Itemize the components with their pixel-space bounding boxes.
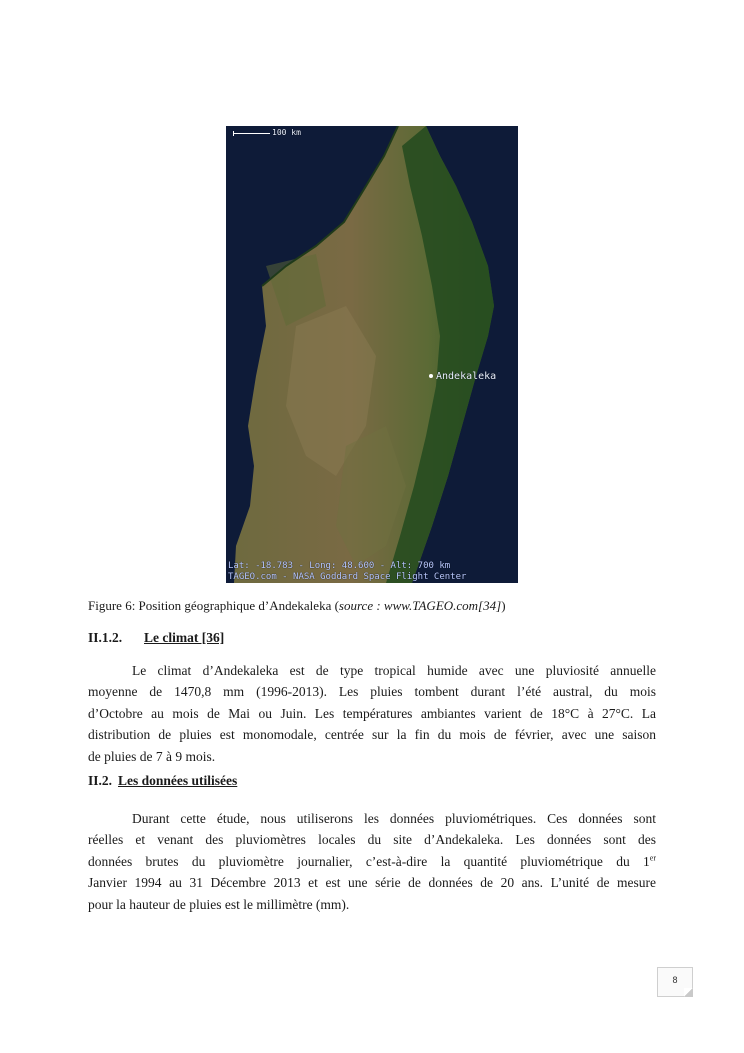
paragraph-line: Le climat d’Andekaleka est de type tropical humide avec une pluviosité annuelle [132, 663, 656, 678]
section-title: Les données utilisées [118, 773, 238, 788]
paragraph-climat [88, 660, 656, 767]
place-label: Andekaleka [436, 371, 497, 382]
section-title: Le climat [36] [144, 630, 225, 645]
section-heading-climat [88, 630, 224, 646]
caption-suffix: ) [501, 598, 506, 613]
coordinates-readout: Lat: -18.783 - Long: 48.600 - Alt: 700 km [228, 561, 451, 571]
scale-bar [233, 133, 270, 134]
paragraph-line: moyenne de 1470,8 mm (1996-2013). Les pluies tombent durant l’été austral, du mois [88, 684, 656, 700]
caption-source: source : www.TAGEO.com[34] [338, 598, 502, 613]
page-number-box [657, 967, 693, 997]
section-number: II.2. [88, 773, 113, 788]
paragraph-line: d’Octobre au mois de Mai ou Juin. Les températures ambiantes varient de 18°C à 27°C. La [88, 705, 656, 721]
paragraph-donnees [88, 808, 656, 915]
madagascar-satellite-image [226, 126, 518, 583]
paragraph-line-with-sup [88, 851, 656, 872]
section-heading-donnees [88, 773, 237, 789]
section-number: II.1.2. [88, 630, 123, 645]
paragraph-line: de pluies de 7 à 9 mois. [88, 748, 216, 764]
superscript: er [649, 853, 656, 863]
paragraph-line: Janvier 1994 au 31 Décembre 2013 et est une série de données de 20 ans. L’unité de mesure [88, 875, 656, 891]
page-number: 8 [672, 975, 678, 985]
paragraph-line: distribution de pluies est monomodale, centrée sur la fin du mois de février, avec une saison [88, 727, 656, 743]
paragraph-line: Durant cette étude, nous utiliserons les données pluviométriques. Ces données sont [132, 811, 656, 826]
location-marker-icon [429, 374, 433, 378]
image-credit: TAGEO.com - NASA Goddard Space Flight Center [228, 572, 467, 582]
line-text: données brutes du pluviomètre journalier, c’est-à-dire la quantité pluviométrique du 1 [88, 853, 650, 869]
scale-label: 100 km [272, 128, 301, 137]
paragraph-line: pour la hauteur de pluies est le millimètre (mm). [88, 896, 350, 912]
satellite-map [226, 126, 518, 583]
caption-prefix: Figure 6: Position géographique d’Andekaleka ( [88, 598, 339, 613]
paragraph-line: réelles et venant des pluviomètres locales du site d’Andekaleka. Les données sont des [88, 832, 656, 848]
figure-caption [88, 598, 506, 614]
